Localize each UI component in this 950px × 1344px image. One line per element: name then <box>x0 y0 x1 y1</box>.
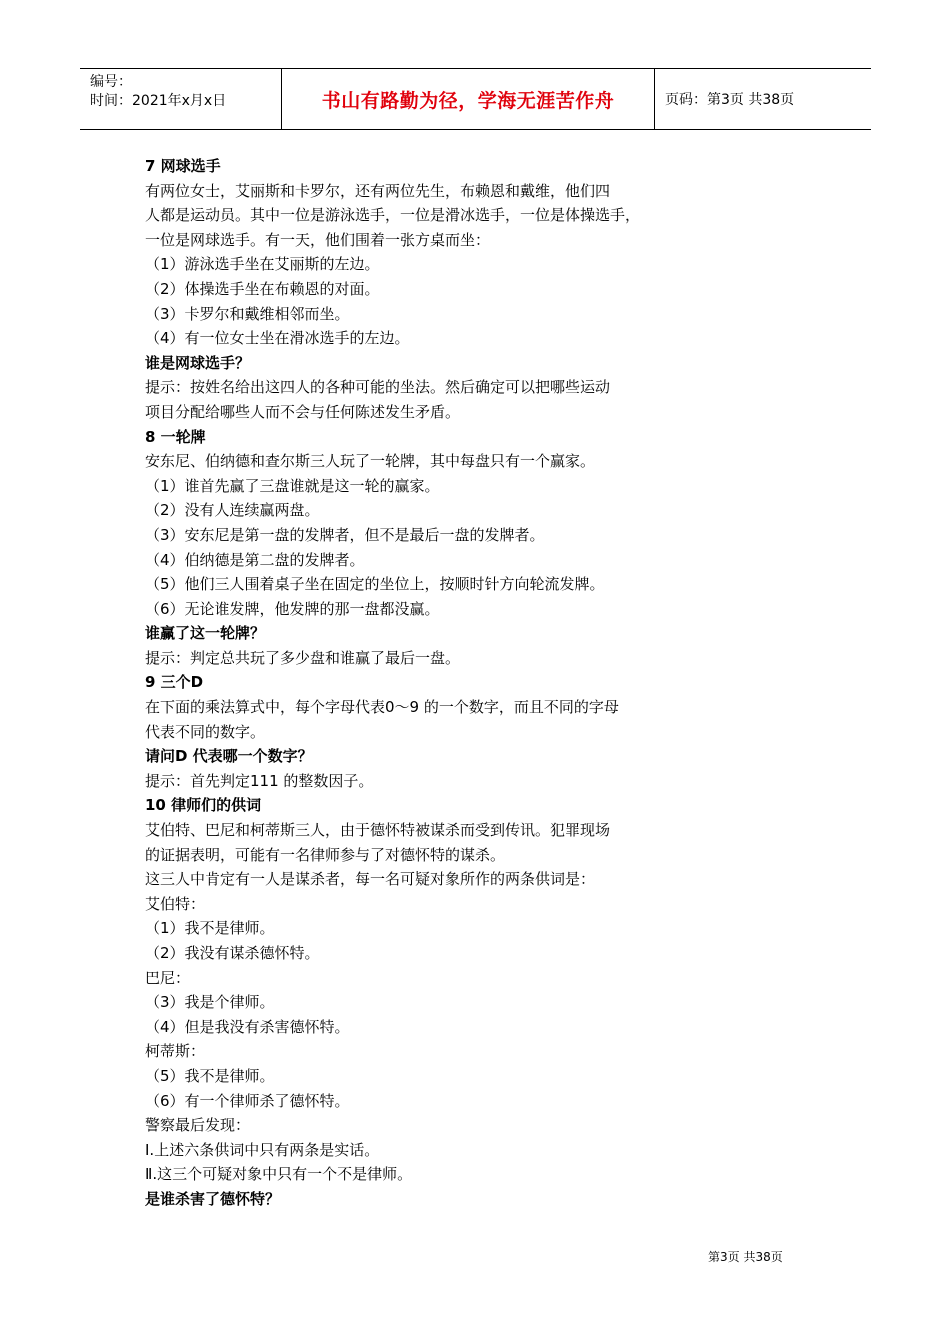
page-header <box>80 68 871 130</box>
text-line: 在下面的乘法算式中，每个字母代表0～9 的一个数字，而且不同的字母 <box>145 698 619 717</box>
section-heading: 8 一轮牌 <box>145 427 206 446</box>
text-line: Ⅰ.上述六条供词中只有两条是实话。 <box>145 1140 380 1159</box>
section-heading: 是谁杀害了德怀特？ <box>145 1189 281 1208</box>
text-line: 一位是网球选手。有一天，他们围着一张方桌而坐： <box>145 230 491 249</box>
text-line: 艾伯特、巴尼和柯蒂斯三人，由于德怀特被谋杀而受到传讯。犯罪现场 <box>145 821 611 840</box>
header-motto: 书山有路勤为径，学海无涯苦作舟 <box>282 69 655 129</box>
section-heading: 10 律师们的供词 <box>145 796 262 815</box>
document-body <box>145 154 785 1212</box>
text-line: 提示：按姓名给出这四人的各种可能的坐法。然后确定可以把哪些运动 <box>145 378 611 397</box>
header-meta <box>80 69 282 129</box>
section-heading: 9 三个D <box>145 673 204 692</box>
text-line: 项目分配给哪些人而不会与任何陈述发生矛盾。 <box>145 402 461 421</box>
header-number: 编号： <box>90 74 132 90</box>
text-line: （2）我没有谋杀德怀特。 <box>145 944 320 962</box>
text-line: 的证据表明，可能有一名律师参与了对德怀特的谋杀。 <box>145 845 506 864</box>
text-line: 巴尼： <box>145 968 191 987</box>
text-line: 这三人中肯定有一人是谋杀者，每一名可疑对象所作的两条供词是： <box>145 870 596 889</box>
text-line: （5）他们三人围着桌子坐在固定的坐位上，按顺时针方向轮流发牌。 <box>145 575 605 594</box>
text-line: （4）但是我没有杀害德怀特。 <box>145 1017 350 1036</box>
text-line: 艾伯特： <box>145 894 206 913</box>
text-line: （1）游泳选手坐在艾丽斯的左边。 <box>145 255 380 274</box>
text-line: 有两位女士，艾丽斯和卡罗尔，还有两位先生，布赖恩和戴维，他们四 <box>145 181 611 200</box>
text-line: （6）无论谁发牌，他发牌的那一盘都没赢。 <box>145 599 440 618</box>
text-line: 提示：首先判定111 的整数因子。 <box>145 771 374 790</box>
page-footer: 第3页 共38页 <box>708 1250 783 1264</box>
header-page: 页码：第3页 共38页 <box>665 92 795 108</box>
text-line: 提示：判定总共玩了多少盘和谁赢了最后一盘。 <box>145 648 461 667</box>
section-heading: 请问D 代表哪一个数字？ <box>145 747 313 766</box>
text-line: （2）体操选手坐在布赖恩的对面。 <box>145 279 380 298</box>
text-line: （4）有一位女士坐在滑冰选手的左边。 <box>145 329 410 348</box>
text-line: （2）没有人连续赢两盘。 <box>145 501 320 520</box>
section-heading: 7 网球选手 <box>145 157 221 175</box>
text-line: 警察最后发现： <box>145 1116 251 1135</box>
text-line: （1）谁首先赢了三盘谁就是这一轮的赢家。 <box>145 476 440 495</box>
text-line: （3）安东尼是第一盘的发牌者，但不是最后一盘的发牌者。 <box>145 525 545 544</box>
text-line: （4）伯纳德是第二盘的发牌者。 <box>145 550 365 569</box>
text-line: （3）卡罗尔和戴维相邻而坐。 <box>145 304 350 323</box>
text-line: 柯蒂斯： <box>145 1042 206 1061</box>
text-line: （5）我不是律师。 <box>145 1066 275 1085</box>
text-line: （1）我不是律师。 <box>145 919 275 938</box>
text-line: Ⅱ.这三个可疑对象中只有一个不是律师。 <box>145 1165 413 1184</box>
text-line: 安东尼、伯纳德和查尔斯三人玩了一轮牌，其中每盘只有一个赢家。 <box>145 452 596 471</box>
text-line: 人都是运动员。其中一位是游泳选手，一位是滑冰选手，一位是体操选手， <box>145 206 641 225</box>
section-heading: 谁是网球选手？ <box>145 353 251 372</box>
text-line: 代表不同的数字。 <box>145 722 266 741</box>
text-line: （6）有一个律师杀了德怀特。 <box>145 1091 350 1110</box>
text-line: （3）我是个律师。 <box>145 993 275 1012</box>
section-heading: 谁赢了这一轮牌？ <box>145 624 266 643</box>
header-time: 时间：2021年x月x日 <box>90 93 227 109</box>
